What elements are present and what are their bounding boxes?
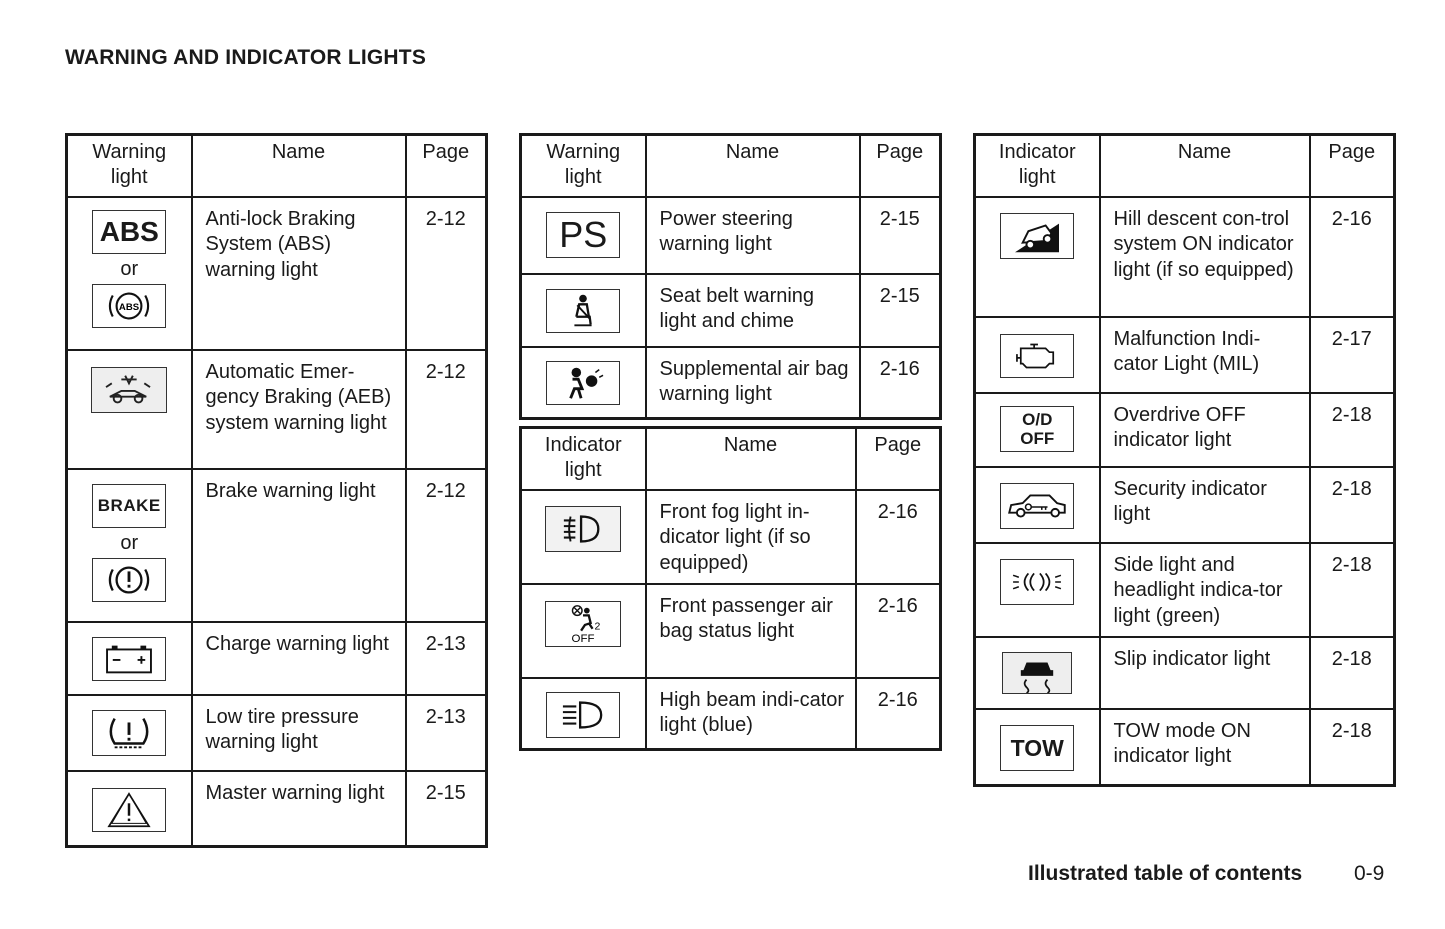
row-page: 2-18 <box>1310 543 1395 637</box>
air-bag-icon <box>546 361 620 405</box>
seat-belt-icon <box>546 289 620 333</box>
ps-icon-label: PS <box>559 213 608 255</box>
overdrive-off-icon <box>1000 406 1074 452</box>
row-name: Front fog light in-dicator light (if so equipped) <box>646 490 856 584</box>
battery-icon <box>92 637 166 681</box>
row-name: Overdrive OFF indicator light <box>1100 393 1310 467</box>
footer-page-number: 0-9 <box>1354 862 1385 885</box>
row-page: 2-18 <box>1310 709 1395 786</box>
brake-circle-icon <box>92 558 166 602</box>
table-row <box>67 622 487 695</box>
row-name: Power steering warning light <box>646 197 860 274</box>
front-fog-icon <box>545 506 621 552</box>
table-row <box>67 197 487 350</box>
row-page: 2-18 <box>1310 467 1395 543</box>
row-name: High beam indi-cator light (blue) <box>646 678 856 750</box>
table-row <box>975 467 1395 543</box>
table-row <box>975 317 1395 393</box>
row-page: 2-16 <box>1310 197 1395 317</box>
abs-circle-label: ABS <box>119 301 140 313</box>
table-header-row <box>975 135 1395 197</box>
security-car-icon <box>1000 483 1074 529</box>
row-page: 2-15 <box>860 274 941 347</box>
overdrive-off-label: OFF <box>1020 428 1055 448</box>
warning-triangle-icon <box>92 788 166 832</box>
row-name: Hill descent con-trol system ON indicator light (if so equipped) <box>1100 197 1310 317</box>
header-warning-light: Warning light <box>67 135 192 197</box>
header-name: Name <box>646 135 860 197</box>
table-header-row <box>521 428 941 490</box>
table-row <box>521 274 941 347</box>
row-name: Anti-lock Braking System (ABS) warning light <box>192 197 406 350</box>
or-label: or <box>120 257 139 280</box>
overdrive-label: O/D <box>1022 409 1053 429</box>
row-name: Seat belt warning light and chime <box>646 274 860 347</box>
abs-circle-icon <box>92 284 166 328</box>
table-row <box>975 543 1395 637</box>
or-label: or <box>120 531 139 554</box>
warning-lights-table-1 <box>65 133 488 848</box>
page-title: WARNING AND INDICATOR LIGHTS <box>65 46 427 69</box>
row-name: Charge warning light <box>192 622 406 695</box>
abs-text-icon <box>92 210 166 254</box>
airbag-off-label: OFF <box>571 632 595 645</box>
table-row <box>975 393 1395 467</box>
header-page: Page <box>856 428 941 490</box>
row-name: Brake warning light <box>192 469 406 622</box>
table-row <box>975 709 1395 786</box>
header-indicator-light: Indicator light <box>975 135 1100 197</box>
engine-icon <box>1000 334 1074 378</box>
power-steering-icon <box>546 212 620 258</box>
table-row <box>975 197 1395 317</box>
row-name: Security indicator light <box>1100 467 1310 543</box>
table-row <box>521 490 941 584</box>
tow-icon-label: TOW <box>1010 734 1064 761</box>
header-name: Name <box>646 428 856 490</box>
tow-mode-icon <box>1000 725 1074 771</box>
abs-icon-label: ABS <box>99 215 159 247</box>
brake-icon-label: BRAKE <box>97 495 161 515</box>
row-page: 2-16 <box>856 678 941 750</box>
slip-icon <box>1002 652 1072 694</box>
row-name: Slip indicator light <box>1100 637 1310 709</box>
passenger-airbag-off-icon <box>545 601 621 647</box>
row-page: 2-12 <box>406 350 487 469</box>
airbag-seat-number: 2 <box>594 620 601 633</box>
side-headlight-icon <box>1000 559 1074 605</box>
table-row <box>521 197 941 274</box>
row-name: Malfunction Indi-cator Light (MIL) <box>1100 317 1310 393</box>
row-name: Automatic Emer-gency Braking (AEB) system warning light <box>192 350 406 469</box>
row-name: Low tire pressure warning light <box>192 695 406 771</box>
tire-pressure-icon <box>92 710 166 756</box>
table-row <box>67 771 487 847</box>
row-page: 2-16 <box>856 490 941 584</box>
row-name: Supplemental air bag warning light <box>646 347 860 419</box>
row-page: 2-18 <box>1310 393 1395 467</box>
aeb-icon <box>91 367 167 413</box>
high-beam-icon <box>546 692 620 738</box>
header-page: Page <box>860 135 941 197</box>
header-page: Page <box>1310 135 1395 197</box>
table-row <box>67 350 487 469</box>
row-page: 2-12 <box>406 469 487 622</box>
row-page: 2-12 <box>406 197 487 350</box>
header-name: Name <box>1100 135 1310 197</box>
table-header-row <box>67 135 487 197</box>
table-row <box>521 678 941 750</box>
row-page: 2-13 <box>406 622 487 695</box>
table-row <box>67 695 487 771</box>
header-warning-light: Warning light <box>521 135 646 197</box>
header-indicator-light: Indicator light <box>521 428 646 490</box>
row-page: 2-17 <box>1310 317 1395 393</box>
header-name: Name <box>192 135 406 197</box>
table-row <box>67 469 487 622</box>
row-name: Side light and headlight indica-tor light (green) <box>1100 543 1310 637</box>
hill-descent-icon <box>1000 213 1074 259</box>
indicator-lights-table-1 <box>519 426 942 751</box>
brake-text-icon <box>92 484 166 528</box>
row-page: 2-15 <box>406 771 487 847</box>
table-row <box>521 584 941 678</box>
footer-section-title: Illustrated table of contents <box>1028 862 1303 885</box>
row-page: 2-16 <box>856 584 941 678</box>
header-page: Page <box>406 135 487 197</box>
row-name: Master warning light <box>192 771 406 847</box>
row-page: 2-18 <box>1310 637 1395 709</box>
indicator-lights-table-2 <box>973 133 1396 787</box>
row-name: Front passenger air bag status light <box>646 584 856 678</box>
table-row <box>521 347 941 419</box>
table-header-row <box>521 135 941 197</box>
row-name: TOW mode ON indicator light <box>1100 709 1310 786</box>
row-page: 2-15 <box>860 197 941 274</box>
warning-lights-table-2 <box>519 133 942 420</box>
table-row <box>975 637 1395 709</box>
row-page: 2-13 <box>406 695 487 771</box>
row-page: 2-16 <box>860 347 941 419</box>
